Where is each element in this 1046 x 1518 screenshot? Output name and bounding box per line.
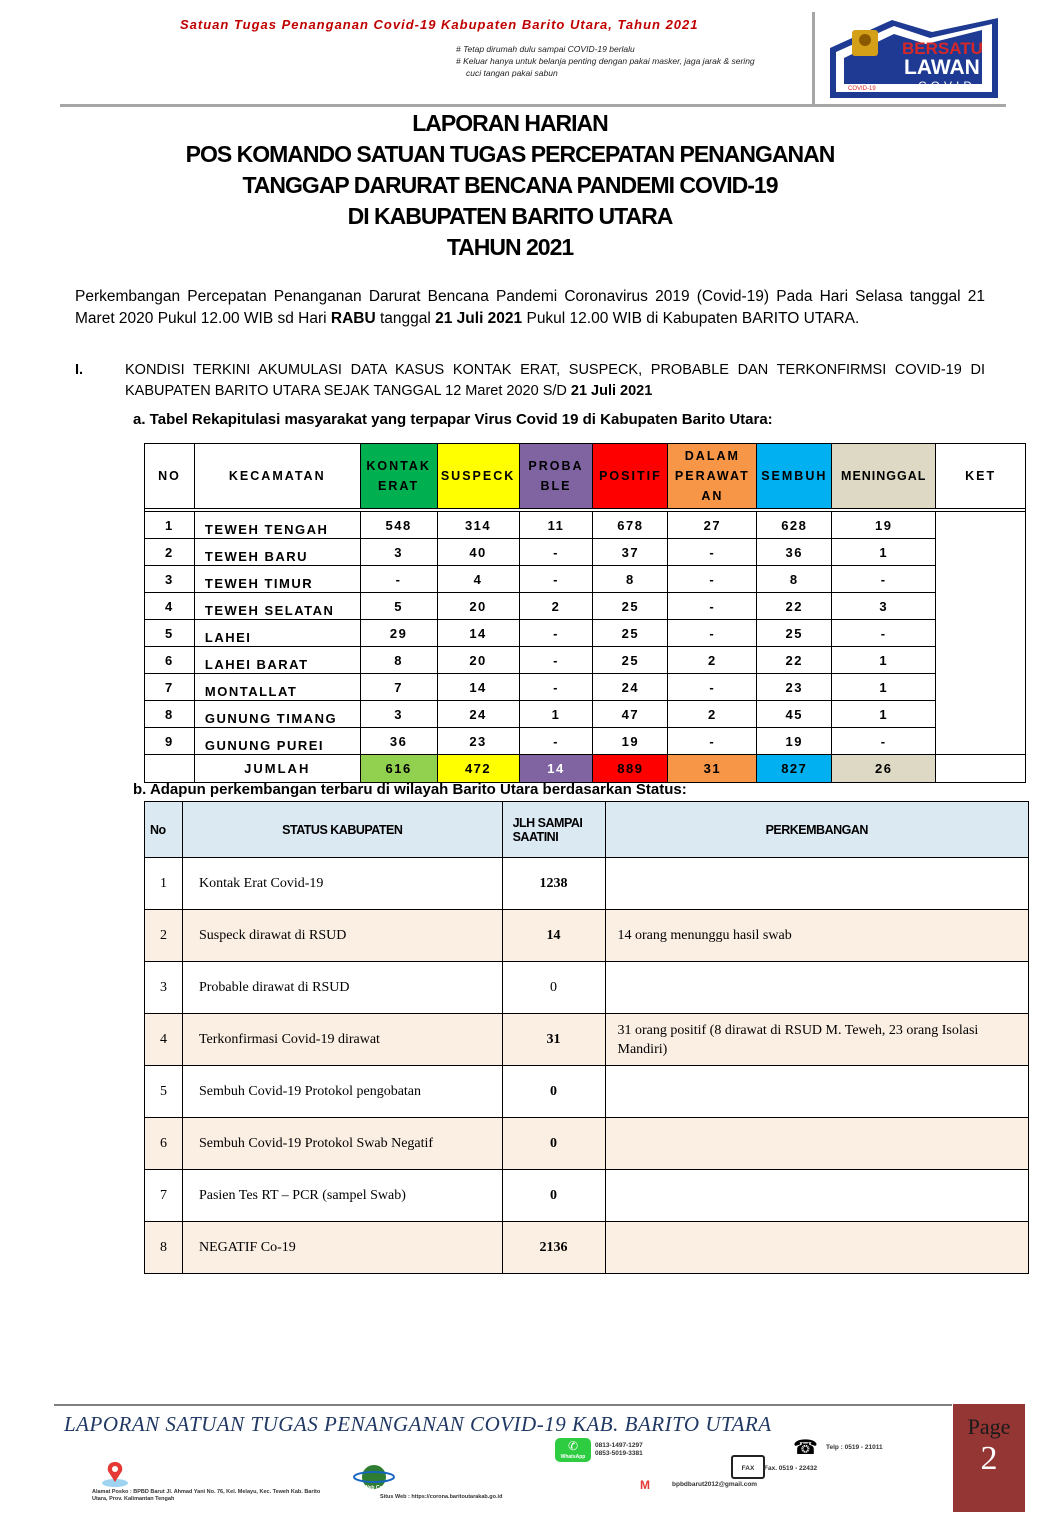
cell-sembuh: 22 [757,593,832,620]
cell-kecamatan: TEWEH TENGAH [194,512,360,539]
whatsapp-numbers [595,1442,643,1458]
cell-status: Probable dirawat di RSUD [182,962,502,1014]
cell-no: 7 [145,674,195,701]
logo-line2: LAWAN [904,56,980,79]
total-meninggal: 26 [832,755,936,783]
total-sembuh: 827 [757,755,832,783]
fax-icon [731,1455,765,1479]
telephone-number: Telp : 0519 - 21011 [826,1444,883,1451]
cell-perkembangan [605,1118,1028,1170]
cell-dalam: - [668,674,757,701]
cell-no: 7 [145,1170,183,1222]
whatsapp-icon: ✆ WhatsApp [555,1438,591,1462]
cell-kontak: 7 [360,674,437,701]
cell-meninggal: 1 [832,701,936,728]
telephone-icon: ☎ [793,1437,818,1459]
total-suspeck: 472 [437,755,519,783]
whatsapp-number-2: 0853-5019-3381 [595,1450,643,1457]
cell-meninggal: - [832,620,936,647]
table-row [145,1170,1029,1222]
recap-table-header [145,444,1026,509]
table-row [145,858,1029,910]
cell-status: Terkonfirmasi Covid-19 dirawat [182,1014,502,1066]
cell-jumlah: 0 [502,1066,605,1118]
section-1 [75,360,985,402]
page-number-box [953,1404,1025,1512]
col-ket: KET [936,444,1026,509]
subsection-a-heading: a. Tabel Rekapitulasi masyarakat yang terpapar Virus Covid 19 di Kabupaten Barito Utara: [133,411,773,428]
cell-no: 6 [145,1118,183,1170]
cell-sembuh: 36 [757,539,832,566]
header-title: Satuan Tugas Penanganan Covid-19 Kabupaten Barito Utara, Tahun 2021 [180,17,699,32]
col-positif: POSITIF [593,444,668,509]
col-perkembangan: PERKEMBANGAN [605,802,1028,858]
cell-kecamatan: MONTALLAT [194,674,360,701]
map-pin-icon [100,1460,130,1488]
total-probable: 14 [519,755,593,783]
cell-sembuh: 25 [757,620,832,647]
cell-positif: 37 [593,539,668,566]
cell-sembuh: 8 [757,566,832,593]
intro-text-2: tanggal [375,310,436,327]
col-no: No [145,802,183,858]
table-row [145,728,1026,755]
cell-jumlah: 14 [502,910,605,962]
title-line-2: POS KOMANDO SATUAN TUGAS PERCEPATAN PENANGANAN [185,141,835,167]
cell-status: Sembuh Covid-19 Protokol Swab Negatif [182,1118,502,1170]
cell-probable: - [519,647,593,674]
cell-suspeck: 24 [437,701,519,728]
email-icon: M [640,1478,650,1492]
col-jumlah: JLH SAMPAI SAATINI [502,802,605,858]
cell-sembuh: 45 [757,701,832,728]
cell-suspeck: 14 [437,674,519,701]
total-dalam: 31 [668,755,757,783]
cell-dalam: - [668,620,757,647]
col-sembuh: SEMBUH [757,444,832,509]
cell-positif: 25 [593,620,668,647]
page-number: 2 [980,1440,998,1477]
intro-date: 21 Juli 2021 [435,310,523,327]
cell-dalam: - [668,539,757,566]
header-note-3: cuci tangan pakai sabun [466,68,558,78]
cell-meninggal: - [832,566,936,593]
intro-paragraph [75,286,985,330]
table-row [145,910,1029,962]
logo-line3: COVID [918,79,977,93]
title-line-1: LAPORAN HARIAN [412,110,608,136]
title-line-5: TAHUN 2021 [446,234,574,260]
header-vertical-divider [812,12,815,104]
cell-kecamatan: GUNUNG TIMANG [194,701,360,728]
cell-perkembangan [605,1170,1028,1222]
cell-kontak: 3 [360,539,437,566]
col-probable: PROBA BLE [519,444,593,509]
page-label: Page [967,1414,1011,1439]
web-label: Web Corona [364,1485,394,1491]
whatsapp-number-1: 0813-1497-1297 [595,1442,643,1449]
col-status: STATUS KABUPATEN [182,802,502,858]
cell-kecamatan: LAHEI [194,620,360,647]
cell-no: 5 [145,1066,183,1118]
cell-no: 9 [145,728,195,755]
cell-positif: 19 [593,728,668,755]
cell-perkembangan [605,1222,1028,1274]
cell-status: Pasien Tes RT – PCR (sampel Swab) [182,1170,502,1222]
table-row [145,620,1026,647]
cell-meninggal: - [832,728,936,755]
section-1-date: 21 Juli 2021 [570,383,653,399]
cell-kontak: 5 [360,593,437,620]
cell-probable: 1 [519,701,593,728]
header-note-1: # Tetap dirumah dulu sampai COVID-19 berlalu [456,44,635,54]
cell-no: 8 [145,701,195,728]
cell-no [145,755,195,783]
email-address: bpbdbarut2012@gmail.com [672,1481,758,1488]
title-line-4: DI KABUPATEN BARITO UTARA [347,203,673,229]
cell-kontak: 8 [360,647,437,674]
logo-line1: BERSATU [902,39,983,58]
fax-label: FAX [741,1465,755,1472]
cell-probable: - [519,620,593,647]
cell-dalam: 2 [668,701,757,728]
cell-kontak: 36 [360,728,437,755]
website: Situs Web : https://corona.baritoutarakab.go.id [380,1494,503,1500]
cell-positif: 47 [593,701,668,728]
table-row [145,593,1026,620]
cell-suspeck: 14 [437,620,519,647]
cell-sembuh: 19 [757,728,832,755]
table-row [145,674,1026,701]
cell-perkembangan: 14 orang menunggu hasil swab [605,910,1028,962]
total-kontak: 616 [360,755,437,783]
section-1-text: KONDISI TERKINI AKUMULASI DATA KASUS KONTAK ERAT, SUSPECK, PROBABLE DAN TERKONFIRMSI COVID-19 DI KABUPATEN BARITO UTARA SEJAK TANGGAL 12 Maret 2020 S/D [125,362,985,399]
cell-kontak: 3 [360,701,437,728]
cell-kecamatan: TEWEH TIMUR [194,566,360,593]
section-1-heading [125,360,985,402]
cell-kecamatan: TEWEH SELATAN [194,593,360,620]
cell-dalam: 2 [668,647,757,674]
cell-status: Suspeck dirawat di RSUD [182,910,502,962]
table-row [145,566,1026,593]
cell-kontak: 29 [360,620,437,647]
cell-no: 5 [145,620,195,647]
cell-sembuh: 22 [757,647,832,674]
cell-kecamatan: GUNUNG PUREI [194,728,360,755]
cell-status: NEGATIF Co-19 [182,1222,502,1274]
cell-no: 3 [145,962,183,1014]
cell-probable: - [519,566,593,593]
section-1-number: I. [75,362,84,378]
cell-no: 2 [145,910,183,962]
cell-suspeck: 20 [437,647,519,674]
cell-dalam: - [668,566,757,593]
cell-jumlah: 0 [502,1170,605,1222]
col-meninggal: MENINGGAL [832,444,936,509]
table-row [145,539,1026,566]
cell-probable: 2 [519,593,593,620]
cell-positif: 25 [593,647,668,674]
cell-positif: 8 [593,566,668,593]
cell-meninggal: 1 [832,674,936,701]
cell-no: 4 [145,1014,183,1066]
cell-dalam: - [668,728,757,755]
col-dalam-perawatan: DALAM PERAWAT AN [668,444,757,509]
cell-status: Sembuh Covid-19 Protokol pengobatan [182,1066,502,1118]
bersatu-lawan-covid-logo [822,18,998,98]
col-suspeck: SUSPECK [437,444,519,509]
cell-probable: - [519,674,593,701]
cell-meninggal: 19 [832,512,936,539]
logo-small: COVID-19 [848,86,876,92]
table-row [145,701,1026,728]
header-notes [456,43,806,79]
report-title [0,108,1020,263]
cell-no: 3 [145,566,195,593]
table-row [145,1118,1029,1170]
status-table [144,801,1029,1274]
cell-jumlah: 31 [502,1014,605,1066]
fax-number: Fax. 0519 - 22432 [764,1465,818,1472]
table-row [145,1014,1029,1066]
cell-no: 1 [145,512,195,539]
col-kontak-erat: KONTAK ERAT [360,444,437,509]
cell-jumlah: 0 [502,1118,605,1170]
cell-kontak: 548 [360,512,437,539]
cell-no: 4 [145,593,195,620]
cell-dalam: - [668,593,757,620]
cell-suspeck: 40 [437,539,519,566]
cell-kecamatan: TEWEH BARU [194,539,360,566]
total-positif: 889 [593,755,668,783]
intro-day: RABU [330,310,376,327]
cell-probable: - [519,728,593,755]
col-no: NO [145,444,195,509]
header-note-2: # Keluar hanya untuk belanja penting dengan pakai masker, jaga jarak & sering [456,56,755,66]
status-table-header [145,802,1029,858]
cell-perkembangan: 31 orang positif (8 dirawat di RSUD M. Teweh, 23 orang Isolasi Mandiri) [605,1014,1028,1066]
cell-perkembangan [605,1066,1028,1118]
cell-jumlah: 0 [502,962,605,1014]
whatsapp-label: WhatsApp [560,1454,586,1460]
cell-kontak: - [360,566,437,593]
address: Alamat Posko : BPBD Barut Jl. Ahmad Yani No. 76, Kel. Melayu, Kec. Teweh Kab. Barito Utara, Prov. Kalimantan Tengah [92,1489,321,1502]
cell-meninggal: 1 [832,647,936,674]
cell-meninggal: 3 [832,593,936,620]
cell-positif: 24 [593,674,668,701]
table-row [145,1066,1029,1118]
title-line-3: TANGGAP DARURAT BENCANA PANDEMI COVID-19 [242,172,778,198]
cell-jumlah: 2136 [502,1222,605,1274]
total-label: JUMLAH [194,755,360,783]
cell-suspeck: 4 [437,566,519,593]
cell-probable: - [519,539,593,566]
table-row [145,962,1029,1014]
cell-no: 6 [145,647,195,674]
table-row [145,1222,1029,1274]
cell-positif: 678 [593,512,668,539]
cell-no: 8 [145,1222,183,1274]
cell-no: 2 [145,539,195,566]
total-row [145,755,1026,783]
header-divider [60,104,1006,107]
cell-suspeck: 23 [437,728,519,755]
recap-table [144,443,1026,783]
table-row [145,647,1026,674]
cell-suspeck: 314 [437,512,519,539]
cell-sembuh: 628 [757,512,832,539]
cell-perkembangan [605,858,1028,910]
cell-kecamatan: LAHEI BARAT [194,647,360,674]
cell-meninggal: 1 [832,539,936,566]
intro-text-1: Perkembangan Percepatan Penanganan Darurat Bencana Pandemi Coronavirus 2019 (Covid-19) Pada Hari Selasa tanggal 21 Maret 2020 Pukul 12.00 WIB sd Hari [75,288,985,327]
table-row [145,512,1026,539]
cell-positif: 25 [593,593,668,620]
footer-title: LAPORAN SATUAN TUGAS PENANGANAN COVID-19 KAB. BARITO UTARA [64,1412,772,1436]
cell-ket [936,512,1026,755]
total-ket [936,755,1026,783]
col-kecamatan: KECAMATAN [194,444,360,509]
cell-jumlah: 1238 [502,858,605,910]
cell-status: Kontak Erat Covid-19 [182,858,502,910]
cell-no: 1 [145,858,183,910]
intro-text-3: Pukul 12.00 WIB di Kabupaten BARITO UTARA. [522,310,860,327]
cell-perkembangan [605,962,1028,1014]
cell-dalam: 27 [668,512,757,539]
subsection-b-heading: b. Adapun perkembangan terbaru di wilayah Barito Utara berdasarkan Status: [133,781,687,798]
cell-sembuh: 23 [757,674,832,701]
cell-probable: 11 [519,512,593,539]
cell-suspeck: 20 [437,593,519,620]
footer-divider [54,1404,952,1406]
